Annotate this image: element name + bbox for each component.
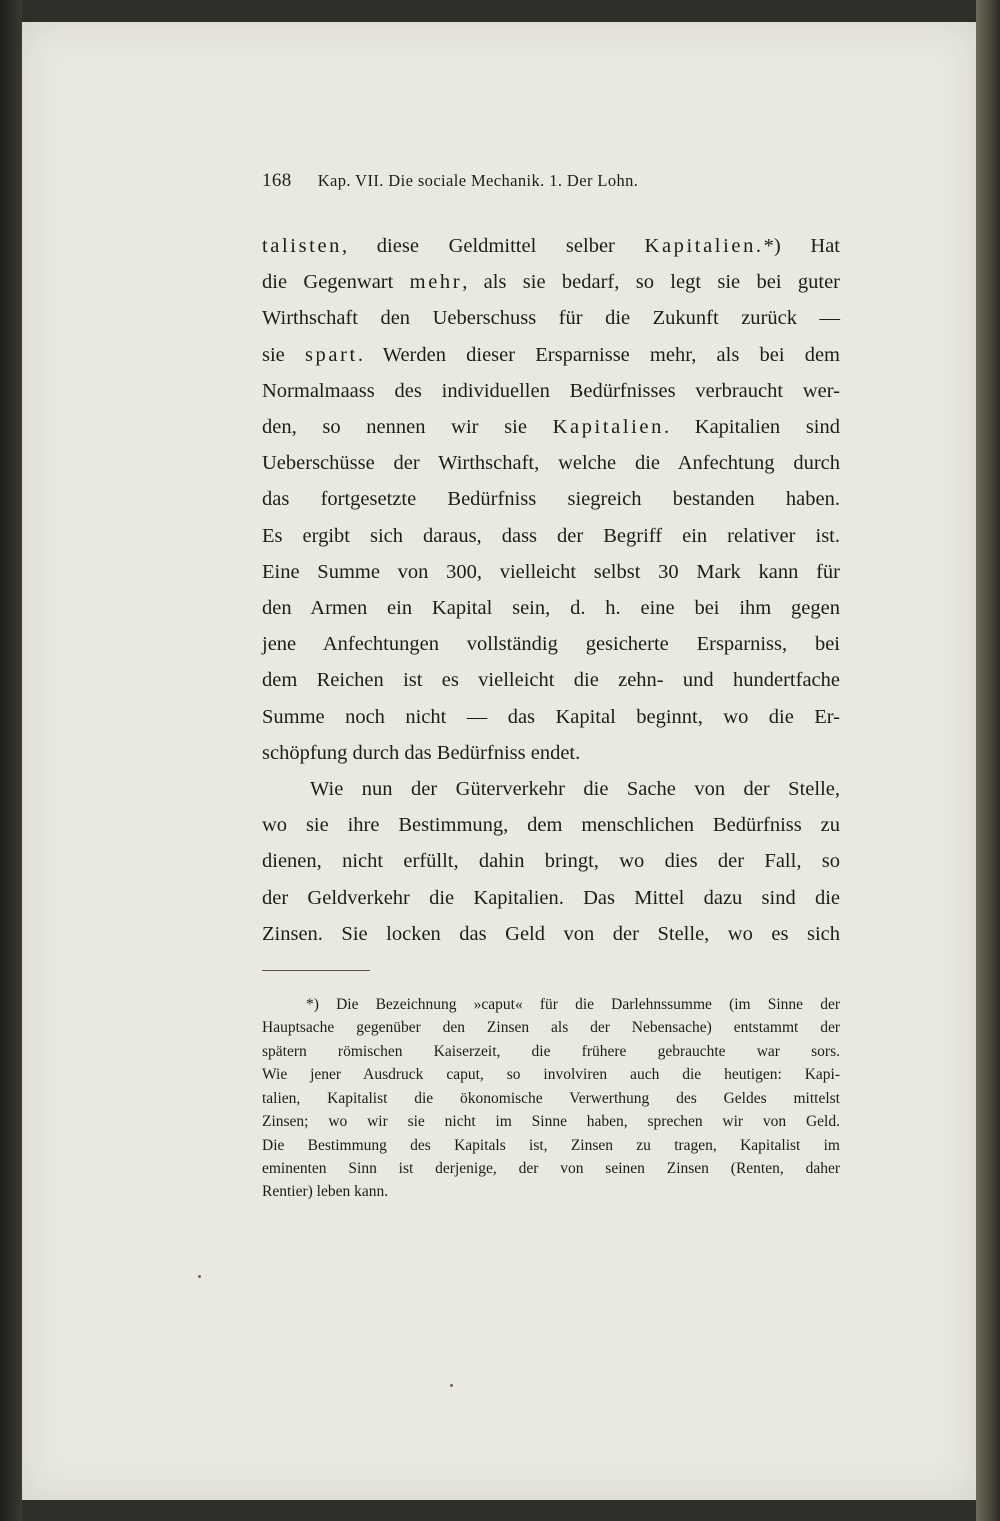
body-line: dienen, nicht erfüllt, dahin bringt, wo dies der Fall, so (262, 850, 840, 873)
spaced-word: spart (304, 343, 358, 366)
page-edge (976, 0, 1000, 1521)
body-line: Wirthschaft den Ueberschuss für die Zukunft zurück — (262, 307, 840, 330)
binding-shadow (0, 0, 22, 1521)
spaced-word: talisten (262, 235, 343, 257)
running-head (262, 170, 840, 204)
page-text (262, 170, 840, 1204)
paper-speck (198, 1275, 201, 1278)
body-line: das fortgesetzte Bedürfniss siegreich bestanden haben. (262, 488, 840, 511)
footnote-line: talien, Kapitalist die ökonomische Verwerthung des Geldes mittelst (262, 1089, 840, 1107)
footnote-line: Zinsen; wo wir sie nicht im Sinne haben, sprechen wir von Geld. (262, 1113, 840, 1131)
footnote-line: Rentier) leben kann. (262, 1183, 389, 1201)
running-head-title: Kap. VII. Die sociale Mechanik. 1. Der Lohn. (317, 171, 639, 190)
body-line: Es ergibt sich daraus, dass der Begriff ein relativer ist. (262, 524, 840, 547)
page-number: 168 (262, 170, 292, 191)
footnote-line: *) Die Bezeichnung »caput« für die Darlehnssumme (im Sinne der (306, 996, 840, 1014)
body-line: der Geldverkehr die Kapitalien. Das Mittel dazu sind die (262, 886, 840, 909)
body-line: sie spart. Werden dieser Ersparnisse mehr, als bei dem (262, 343, 840, 366)
paper-speck (450, 1384, 453, 1387)
body-line: talisten, diese Geldmittel selber Kapitalien.*) Hat (262, 235, 840, 257)
footnote-line: eminenten Sinn ist derjenige, der von seinen Zinsen (Renten, daher (262, 1159, 840, 1177)
body-line: Normalmaass des individuellen Bedürfnisses verbraucht wer- (262, 379, 840, 402)
footnote-line: Wie jener Ausdruck caput, so involviren auch die heutigen: Kapi- (262, 1066, 840, 1084)
spaced-word: mehr (409, 271, 463, 294)
spaced-word: Kapitalien. (644, 235, 764, 257)
body-line: dem Reichen ist es vielleicht die zehn- und hundertfache (262, 669, 840, 692)
footnote (262, 993, 840, 1204)
body-line: Ueberschüsse der Wirthschaft, welche die Anfechtung durch (262, 452, 840, 475)
footnote-line: Hauptsache gegenüber den Zinsen als der Nebensache) entstammt der (262, 1019, 840, 1037)
body-line: Zinsen. Sie locken das Geld von der Stelle, wo es sich (262, 922, 840, 945)
body-line: wo sie ihre Bestimmung, dem menschlichen Bedürfniss zu (262, 814, 840, 837)
body-line: den, so nennen wir sie Kapitalien. Kapitalien sind (262, 416, 841, 439)
footnote-rule (262, 970, 370, 971)
spaced-word: Kapitalien (552, 416, 664, 439)
body-line: Summe noch nicht — das Kapital beginnt, wo die Er- (262, 705, 840, 728)
body-line: Wie nun der Güterverkehr die Sache von der Stelle, (310, 778, 840, 801)
body-line: Eine Summe von 300, vielleicht selbst 30 Mark kann für (262, 560, 840, 583)
body-line: den Armen ein Kapital sein, d. h. eine bei ihm gegen (262, 597, 840, 620)
body-line: jene Anfechtungen vollständig gesicherte Ersparniss, bei (262, 633, 840, 656)
body-line: schöpfung durch das Bedürfniss endet. (262, 741, 581, 764)
footnote-line: Die Bestimmung des Kapitals ist, Zinsen zu tragen, Kapitalist im (262, 1136, 840, 1154)
body-paragraphs (262, 228, 840, 952)
footnote-line: spätern römischen Kaiserzeit, die frühere gebrauchte war sors. (262, 1042, 840, 1060)
body-line: die Gegenwart mehr, als sie bedarf, so legt sie bei guter (262, 271, 840, 294)
